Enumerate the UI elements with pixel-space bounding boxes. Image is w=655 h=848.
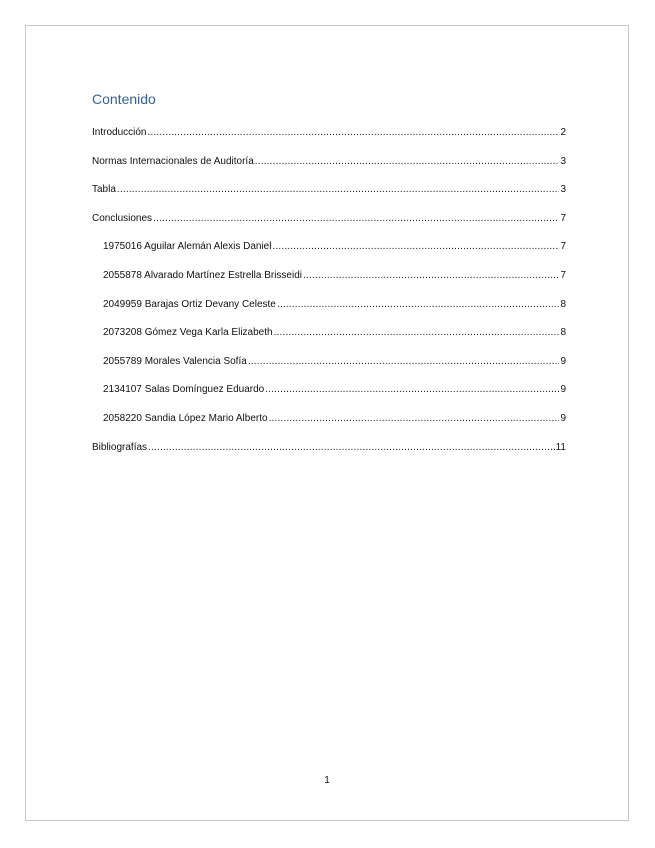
toc-entry-tabla[interactable]	[92, 184, 566, 213]
toc-entry-label: 2049959 Barajas Ortiz Devany Celeste	[103, 298, 276, 310]
toc-subentry[interactable]	[92, 241, 566, 270]
toc-dot-leader	[255, 156, 560, 167]
toc-entry-label: Introducción	[92, 127, 147, 138]
toc-dot-leader	[272, 241, 559, 252]
toc-entry-label: 1975016 Aguilar Alemán Alexis Daniel	[103, 241, 272, 253]
toc-entry-page: 9	[560, 384, 566, 396]
page-number: 1	[324, 775, 330, 786]
document-page	[25, 25, 629, 821]
toc-entry-page: 7	[560, 241, 566, 253]
toc-entry-introduccion[interactable]	[92, 127, 566, 156]
toc-entry-page: 9	[560, 412, 566, 424]
toc-dot-leader	[248, 356, 560, 367]
toc-entry-label: 2073208 Gómez Vega Karla Elizabeth	[103, 327, 273, 339]
toc-entry-bibliografias[interactable]	[92, 442, 566, 471]
toc-entry-page: 8	[560, 327, 566, 339]
toc-subentry[interactable]	[92, 384, 566, 413]
toc-dot-leader	[277, 299, 560, 310]
toc-entry-label: 2055789 Morales Valencia Sofía	[103, 355, 247, 367]
toc-dot-leader	[117, 184, 560, 195]
toc-subentry[interactable]	[92, 299, 566, 328]
toc-dot-leader	[148, 442, 555, 453]
toc-dot-leader	[147, 127, 559, 138]
toc-subentry[interactable]	[92, 356, 566, 385]
toc-entry-label: Bibliografías	[92, 441, 148, 453]
toc-entry-page: 2	[560, 127, 566, 138]
toc-entry-page: 7	[560, 212, 566, 224]
toc-subentry[interactable]	[92, 413, 566, 442]
toc-dot-leader	[153, 213, 559, 224]
toc-entry-page: 3	[560, 184, 566, 196]
toc-dot-leader	[303, 270, 559, 281]
toc-entry-label: 2055878 Alvarado Martínez Estrella Brisseidi	[103, 269, 302, 281]
toc-entry-conclusiones[interactable]	[92, 213, 566, 242]
toc-entry-page: 8	[560, 298, 566, 310]
toc-entry-label: 2058220 Sandia López Mario Alberto	[103, 412, 268, 424]
toc-entry-page: 11	[555, 441, 566, 453]
toc-entry-label: Normas Internacionales de Auditoría	[92, 155, 254, 167]
toc-entry-normas[interactable]	[92, 156, 566, 185]
toc-subentry[interactable]	[92, 270, 566, 299]
toc-title: Contenido	[92, 91, 156, 107]
toc-entry-label: Tabla	[92, 184, 116, 196]
toc-dot-leader	[265, 384, 559, 395]
toc-entry-label: Conclusiones	[92, 212, 153, 224]
toc-entry-page: 9	[560, 355, 566, 367]
toc-entry-page: 3	[560, 155, 566, 167]
toc-dot-leader	[274, 327, 560, 338]
toc-entry-label: 2134107 Salas Domínguez Eduardo	[103, 384, 265, 396]
toc-dot-leader	[269, 413, 560, 424]
toc-subentry[interactable]	[92, 327, 566, 356]
table-of-contents	[92, 127, 566, 470]
toc-entry-page: 7	[560, 269, 566, 281]
